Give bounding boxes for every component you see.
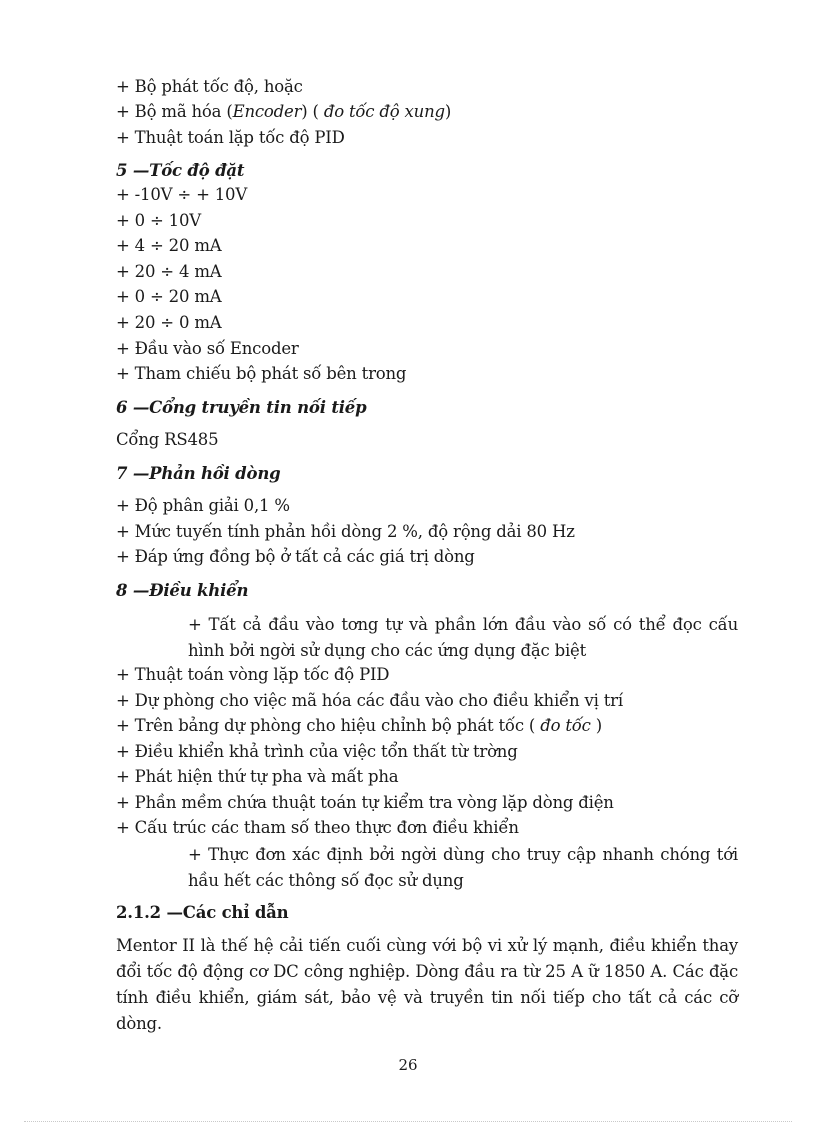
list-item: + 20 ÷ 0 mA bbox=[116, 313, 222, 332]
list-item: + Thuật toán lặp tốc độ PID bbox=[116, 128, 345, 147]
encoder-term: Encoder bbox=[232, 102, 302, 121]
body-paragraph: Mentor II là thế hệ cải tiến cuối cùng với bộ vi xử lý mạnh, điều khiển thay đổi tốc độ động cơ DC công nghiệp. Dòng đầu ra từ 25 A ữ 1850 A. Các đặc tính điều khiển, giám sát, bảo vệ và truyền tin nối tiếp cho tất cả các cỡ dòng. bbox=[116, 936, 738, 1033]
section-8-heading: 8 —Điều khiển bbox=[116, 581, 249, 600]
indented-paragraph: + Tất cả đầu vào tơng tự và phần lớn đầu vào số có thể đọc cấu hình bởi ngời sử dụng cho các ứng dụng đặc biệt bbox=[188, 615, 738, 660]
list-item: + Phát hiện thứ tự pha và mất pha bbox=[116, 767, 399, 786]
section-6-heading: 6 —Cổng truyền tin nối tiếp bbox=[116, 398, 367, 417]
list-item: + Tham chiếu bộ phát số bên trong bbox=[116, 364, 407, 383]
list-item: + Phần mềm chứa thuật toán tự kiểm tra vòng lặp dòng điện bbox=[116, 793, 614, 812]
encoder-speed-pulse: đo tốc độ xung bbox=[323, 102, 445, 121]
list-item: + 20 ÷ 4 mA bbox=[116, 262, 222, 281]
section-6-text: Cổng RS485 bbox=[116, 430, 219, 449]
section-5-heading: 5 —Tốc độ đặt bbox=[116, 161, 245, 180]
list-item: + Bộ phát tốc độ, hoặc bbox=[116, 77, 303, 96]
list-item: + Độ phân giải 0,1 % bbox=[116, 496, 290, 515]
list-item: + 4 ÷ 20 mA bbox=[116, 236, 222, 255]
list-item: + Đầu vào số Encoder bbox=[116, 339, 299, 358]
list-item: + Thuật toán vòng lặp tốc độ PID bbox=[116, 665, 390, 684]
trim-italic: đo tốc bbox=[540, 716, 591, 735]
page-number: 26 bbox=[398, 1056, 418, 1074]
trim-suffix: ) bbox=[590, 716, 603, 735]
list-item: + 0 ÷ 10V bbox=[116, 211, 201, 230]
trim-prefix: + Trên bảng dự phòng cho hiệu chỉnh bộ phát tốc ( bbox=[116, 716, 541, 735]
list-item: + Đáp ứng đồng bộ ở tất cả các giá trị dòng bbox=[116, 547, 475, 566]
list-item-encoder bbox=[116, 101, 451, 123]
indented-paragraph: + Thực đơn xác định bởi ngời dùng cho truy cập nhanh chóng tới hầu hết các thông số đọc sử dụng bbox=[188, 845, 738, 890]
encoder-prefix: + Bộ mã hóa ( bbox=[116, 102, 233, 121]
encoder-mid: ) ( bbox=[301, 102, 324, 121]
encoder-suffix: ) bbox=[444, 102, 452, 121]
section-212-heading: 2.1.2 —Các chỉ dẫn bbox=[116, 903, 289, 922]
section-7-heading: 7 —Phản hồi dòng bbox=[116, 464, 281, 483]
list-item: + Mức tuyến tính phản hồi dòng 2 %, độ rộng dải 80 Hz bbox=[116, 522, 575, 541]
list-item: + Dự phòng cho việc mã hóa các đầu vào cho điều khiển vị trí bbox=[116, 691, 623, 710]
list-item: + 0 ÷ 20 mA bbox=[116, 287, 222, 306]
list-item: + Cấu trúc các tham số theo thực đơn điều khiển bbox=[116, 818, 519, 837]
list-item: + -10V ÷ + 10V bbox=[116, 185, 248, 204]
page-border-divider bbox=[24, 1121, 792, 1122]
list-item: + Điều khiển khả trình của việc tổn thất từ trờng bbox=[116, 742, 518, 761]
list-item-trim bbox=[116, 715, 602, 737]
